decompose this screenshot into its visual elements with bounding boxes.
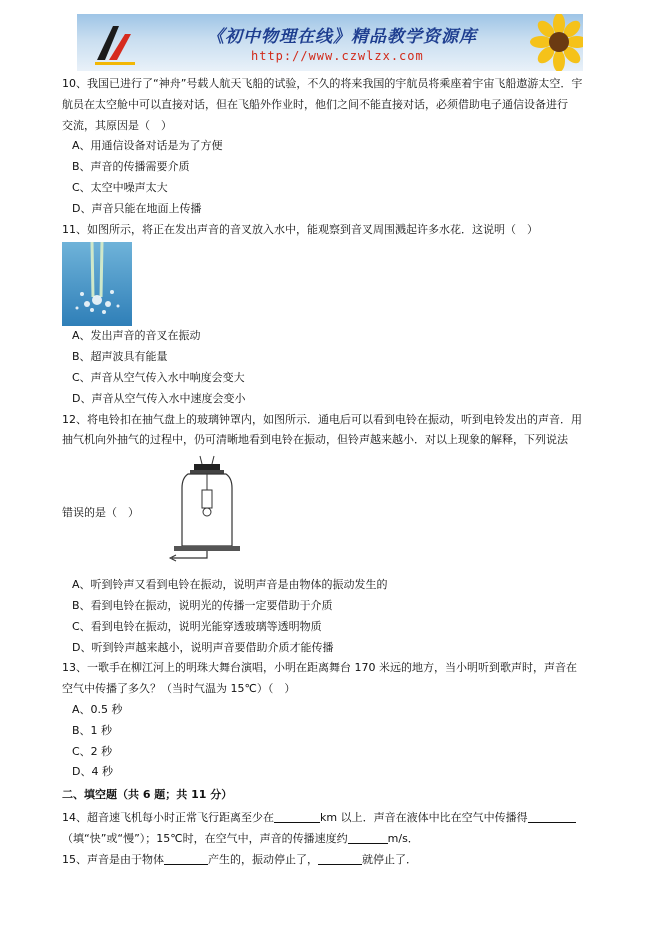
q15-text-1: 15、声音是由于物体 — [62, 852, 164, 866]
q10-option-a: A、用通信设备对话是为了方便 — [72, 139, 223, 153]
q12-line3: 错误的是（ ） — [62, 505, 139, 519]
q15-blank-2[interactable] — [318, 852, 362, 865]
q14-blank-2[interactable] — [528, 810, 576, 823]
q10-line1: 10、我国已进行了“神舟”号载人航天飞船的试验，不久的将来我国的宇航员将乘座着宇宙飞船遨游太空．宇 — [62, 77, 583, 90]
sunflower-icon — [529, 14, 583, 71]
q14-text-3: （填“快”或“慢”）；15℃时，在空气中，声音的传播速度约 — [62, 831, 348, 845]
tuning-fork-in-water-figure — [62, 242, 132, 326]
q13-option-a: A、0.5 秒 — [72, 702, 123, 716]
document-body — [62, 74, 602, 870]
banner-url: http://www.czwlzx.com — [251, 49, 424, 63]
q10-option-b: B、声音的传播需要介质 — [72, 160, 190, 174]
q14-text-1: 14、超音速飞机每小时正常飞行距离至少在 — [62, 810, 274, 824]
q12-option-c: C、看到电铃在振动，说明光能穿透玻璃等透明物质 — [72, 619, 322, 633]
q11-option-c: C、声音从空气传入水中响度会变大 — [72, 370, 245, 384]
q12-option-d: D、听到铃声越来越小，说明声音要借助介质才能传播 — [72, 640, 334, 654]
q14-line1 — [62, 808, 602, 829]
site-logo-icon — [91, 20, 137, 66]
q15-line1 — [62, 850, 602, 871]
q13-option-d: D、4 秒 — [72, 765, 113, 779]
q15-blank-1[interactable] — [164, 852, 208, 865]
q13-line2: 空气中传播了多久？（当时气温为 15℃）（ ） — [62, 682, 296, 696]
header-banner — [77, 14, 583, 71]
q11-option-b: B、超声波具有能量 — [72, 350, 168, 364]
q10-line3: 交流，其原因是（ ） — [62, 118, 172, 132]
q10-option-d: D、声音只能在地面上传播 — [72, 201, 202, 215]
q14-text-2: km 以上．声音在液体中比在空气中传播得 — [320, 810, 528, 824]
q12-option-b: B、看到电铃在振动，说明光的传播一定要借助于介质 — [72, 598, 333, 612]
q14-line2 — [62, 829, 602, 850]
q15-text-2: 产生的，振动停止了， — [208, 852, 318, 866]
q11-option-d: D、声音从空气传入水中速度会变小 — [72, 391, 246, 405]
q11-line1: 11、如图所示，将正在发出声音的音叉放入水中，能观察到音叉周围溅起许多水花．这说明（ ） — [62, 222, 538, 236]
q14-text-4: m/s． — [387, 831, 419, 845]
q15-text-3: 就停止了． — [362, 852, 417, 866]
q12-option-a: A、听到铃声又看到电铃在振动，说明声音是由物体的振动发生的 — [72, 578, 388, 592]
bell-jar-figure — [162, 454, 252, 572]
q14-blank-3[interactable] — [348, 831, 388, 844]
q12-line2: 抽气机向外抽气的过程中，仍可清晰地看到电铃在振动，但铃声越来越小．对以上现象的解释，下列说法 — [62, 433, 568, 447]
q10-line2: 航员在太空舱中可以直接对话，但在飞船外作业时，他们之间不能直接对话，必须借助电子通信设备进行 — [62, 97, 568, 111]
banner-title: 《初中物理在线》精品教学资源库 — [207, 27, 477, 47]
q12-line1: 12、将电铃扣在抽气盘上的玻璃钟罩内，如图所示．通电后可以看到电铃在振动，听到电铃发出的声音．用 — [62, 412, 582, 426]
q12-figure-row — [62, 451, 602, 575]
q13-option-b: B、1 秒 — [72, 723, 113, 737]
q10-option-c: C、太空中噪声太大 — [72, 180, 168, 194]
q13-line1: 13、一歌手在柳江河上的明珠大舞台演唱，小明在距离舞台 170 米远的地方，当小明听到歌声时，声音在 — [62, 661, 577, 675]
q14-blank-1[interactable] — [274, 810, 320, 823]
section-title: 二、填空题（共 6 题；共 11 分） — [62, 788, 233, 802]
q13-option-c: C、2 秒 — [72, 744, 113, 758]
q11-option-a: A、发出声音的音叉在振动 — [72, 329, 201, 343]
